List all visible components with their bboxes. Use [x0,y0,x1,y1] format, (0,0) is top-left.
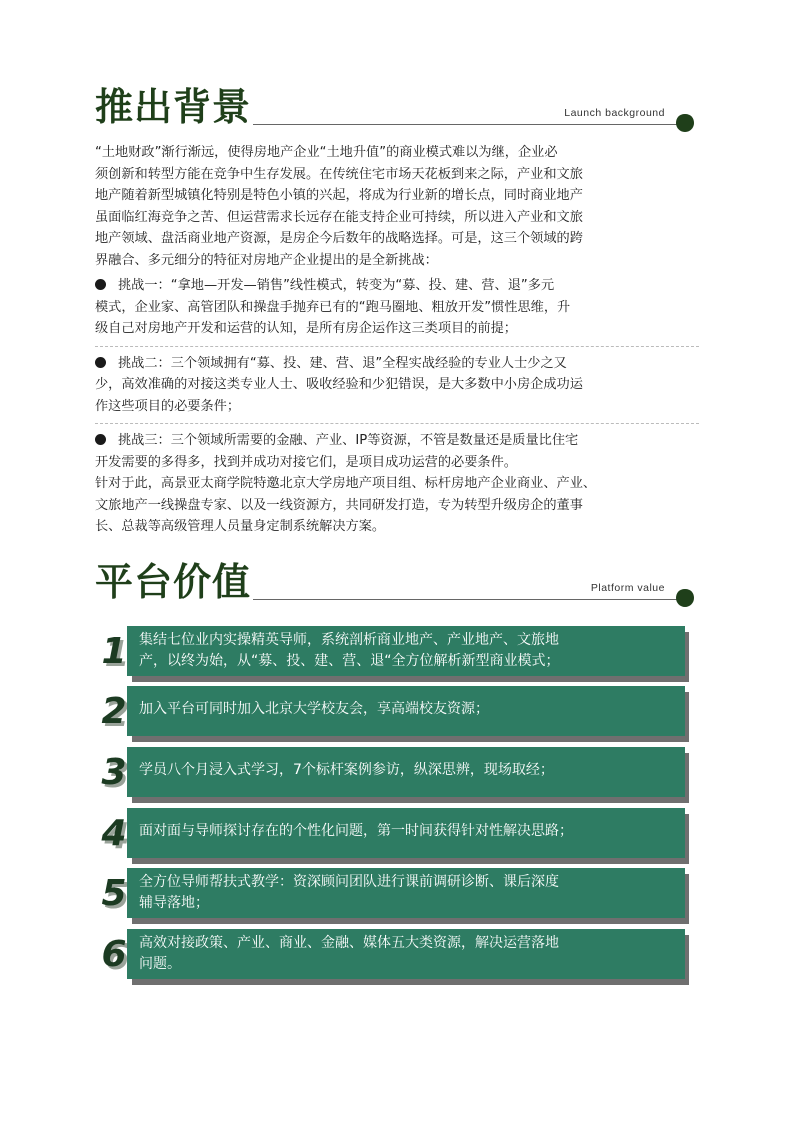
section-subtitle: Launch background [564,107,665,119]
text-line: 挑战一：“拿地—开发—销售”线性模式，转变为“募、投、建、营、退”多元 [118,278,555,293]
value-item [95,745,685,801]
value-box [127,686,685,736]
text-line: 须创新和转型方能在竞争中生存发展。在传统住宅市场天花板到来之际，产业和文旅 [95,166,583,182]
item-number: 6 [101,934,127,975]
challenge-list [95,275,699,538]
conclusion-paragraph [95,473,699,538]
bullet-icon [95,279,106,290]
leaf-dot-icon [675,588,695,608]
section-title: 推出背景 [95,85,252,129]
intro-paragraph [95,142,699,271]
bullet-icon [95,357,106,368]
value-box [127,929,685,979]
text-line: 作这些项目的必要条件； [95,398,241,414]
divider [95,346,699,347]
text-line: 集结七位业内实操精英导师，系统剖析商业地产、产业地产、文旅地 [139,632,559,648]
section-subtitle: Platform value [590,582,665,594]
text-line: 全方位导师帮扶式教学：资深顾问团队进行课前调研诊断、课后深度 [139,874,559,890]
text-line: 针对于此，高景亚太商学院特邀北京大学房地产项目组、标杆房地产企业商业、产业、 [95,476,597,491]
text-line: 辅导落地； [139,895,209,911]
value-box [127,868,685,918]
section-title: 平台价值 [95,560,252,604]
value-box [127,808,685,858]
value-item [95,866,685,922]
text-line: “土地财政”渐行渐远，使得房地产企业“土地升值”的商业模式难以为继，企业必 [95,145,558,160]
value-item [95,624,685,680]
text-line: 挑战三：三个领域所需要的金融、产业、IP等资源，不管是数量还是质量比住宅 [118,433,579,448]
text-line: 面对面与导师探讨存在的个性化问题，第一时间获得针对性解决思路； [139,823,573,839]
divider [95,423,699,424]
text-line: 模式，企业家、高管团队和操盘手抛弃已有的“跑马圈地、粗放开发”惯性思维，升 [95,299,571,315]
text-line: 虽面临红海竞争之苦、但运营需求长远存在能支持企业可持续，所以进入产业和文旅 [95,209,583,225]
item-number: 5 [101,873,127,914]
value-item [95,927,685,983]
text-line: 学员八个月浸入式学习，7个标杆案例参访，纵深思辨，现场取经； [139,762,554,778]
item-number: 2 [101,691,127,732]
header-rule [253,599,677,600]
text-line: 级自己对房地产开发和运营的认知，是所有房企运作这三类项目的前提； [95,321,517,336]
text-line: 长、总裁等高级管理人员量身定制系统解决方案。 [95,519,386,534]
item-number: 1 [101,631,127,672]
challenge-item [95,430,699,473]
text-line: 产，以终为始，从“募、投、建、营、退“全方位解析新型商业模式； [139,653,560,669]
value-box [127,626,685,676]
bullet-icon [95,434,106,445]
value-item [95,684,685,740]
value-box [127,747,685,797]
value-item [95,806,685,862]
header-rule [253,124,677,125]
text-line: 地产领域、盘活商业地产资源，是房企今后数年的战略选择。可是，这三个领域的跨 [95,231,583,246]
item-number: 4 [101,813,127,854]
text-line: 地产随着新型城镇化特别是特色小镇的兴起，将成为行业新的增长点，同时商业地产 [95,188,583,203]
section-header-background [95,83,695,131]
section-header-value [95,558,695,606]
text-line: 问题。 [139,956,181,972]
text-line: 少，高效准确的对接这类专业人士、吸收经验和少犯错误，是大多数中小房企成功运 [95,377,583,392]
text-line: 高效对接政策、产业、商业、金融、媒体五大类资源，解决运营落地 [139,935,559,951]
leaf-dot-icon [675,113,695,133]
text-line: 挑战二：三个领域拥有“募、投、建、营、退”全程实战经验的专业人士少之又 [118,355,567,371]
challenge-item [95,353,699,418]
text-line: 加入平台可同时加入北京大学校友会，享高端校友资源； [139,701,489,717]
challenge-item [95,275,699,340]
item-number: 3 [101,752,127,793]
text-line: 界融合、多元细分的特征对房地产企业提出的是全新挑战： [95,252,438,268]
text-line: 开发需要的多得多，找到并成功对接它们，是项目成功运营的必要条件。 [95,454,517,470]
text-line: 文旅地产一线操盘专家、以及一线资源方，共同研发打造，专为转型升级房企的董事 [95,497,583,513]
